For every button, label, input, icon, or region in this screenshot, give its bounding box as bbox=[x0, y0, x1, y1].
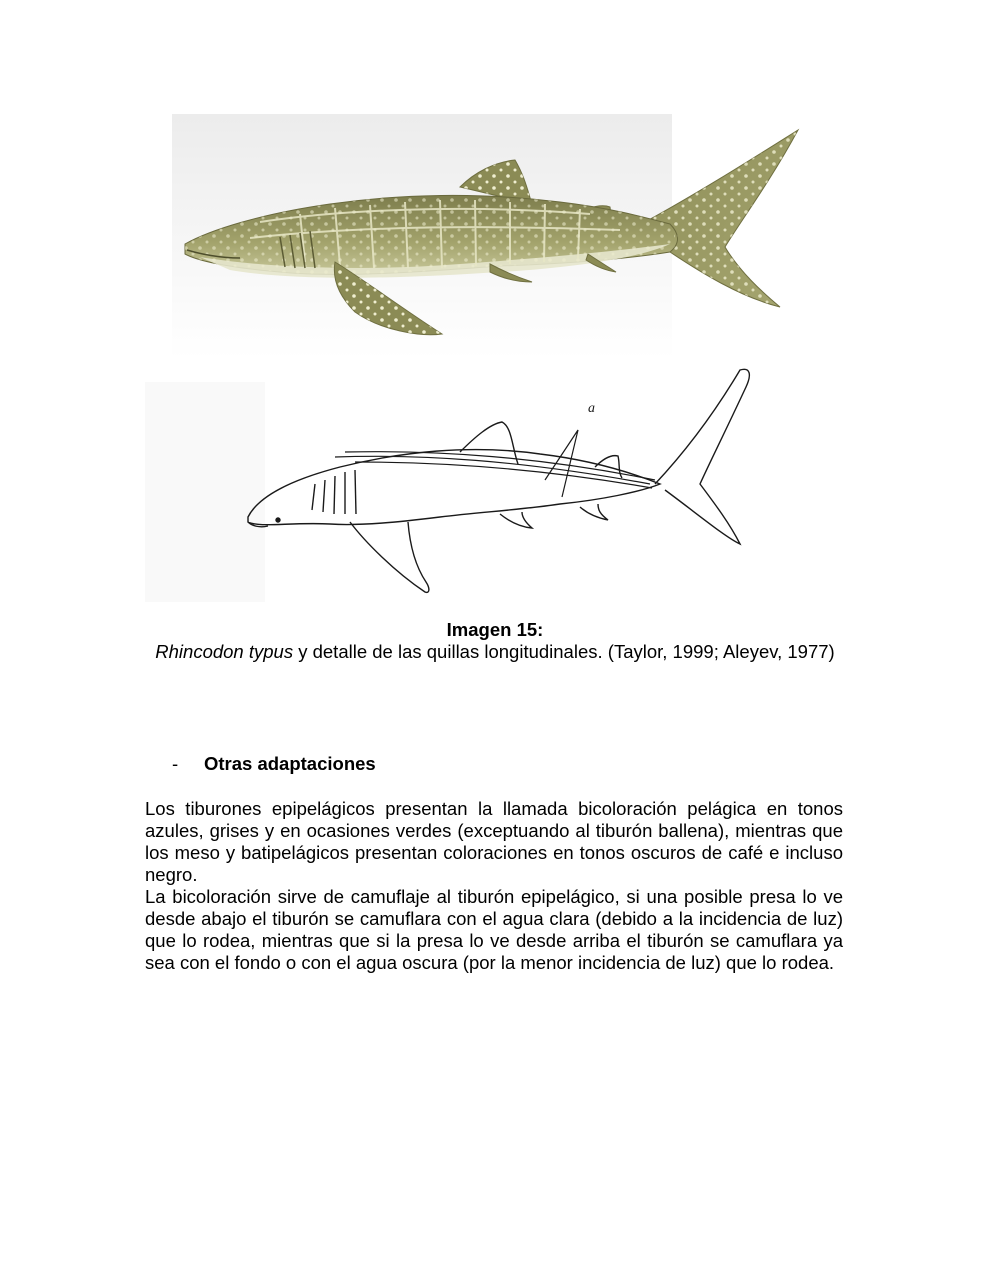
drawing-pectoral-fin bbox=[350, 522, 429, 592]
whale-shark-illustration bbox=[140, 112, 860, 612]
drawing-annotation-label: a bbox=[588, 401, 595, 416]
drawing-dorsal-fin bbox=[460, 422, 518, 464]
paragraph-2: La bicoloración sirve de camuflaje al tiburón epipelágico, si una posible presa lo ve desde abajo el tiburón se camuflara con el agua clara (debido a la incidencia de luz) que lo rodea, mientras que si la presa lo ve desde arriba el tiburón se camuflara ya sea con el fondo o con el agua oscura (por la menor incidencia de luz) que lo rodea. bbox=[145, 886, 843, 973]
section-heading bbox=[172, 752, 376, 776]
whale-shark-line-drawing bbox=[248, 369, 749, 592]
caption-rest: y detalle de las quillas longitudinales. (Taylor, 1999; Aleyev, 1977) bbox=[293, 641, 835, 662]
figure-caption bbox=[145, 619, 845, 663]
figure-label: Imagen 15: bbox=[446, 619, 544, 640]
figure-image bbox=[140, 112, 860, 612]
body-text bbox=[145, 798, 843, 974]
paragraph-1: Los tiburones epipelágicos presentan la llamada bicoloración pelágica en tonos azules, grises y en ocasiones verdes (exceptuando al tiburón ballena), mientras que los meso y batipelágicos presentan coloraciones en tonos oscuros de café e incluso negro. bbox=[145, 798, 843, 885]
drawing-background bbox=[145, 382, 265, 602]
bullet-dash: - bbox=[172, 753, 179, 774]
drawing-tail bbox=[655, 369, 749, 544]
section-title: Otras adaptaciones bbox=[204, 753, 376, 774]
figure-caption-text bbox=[145, 641, 845, 663]
species-name: Rhincodon typus bbox=[155, 641, 294, 662]
